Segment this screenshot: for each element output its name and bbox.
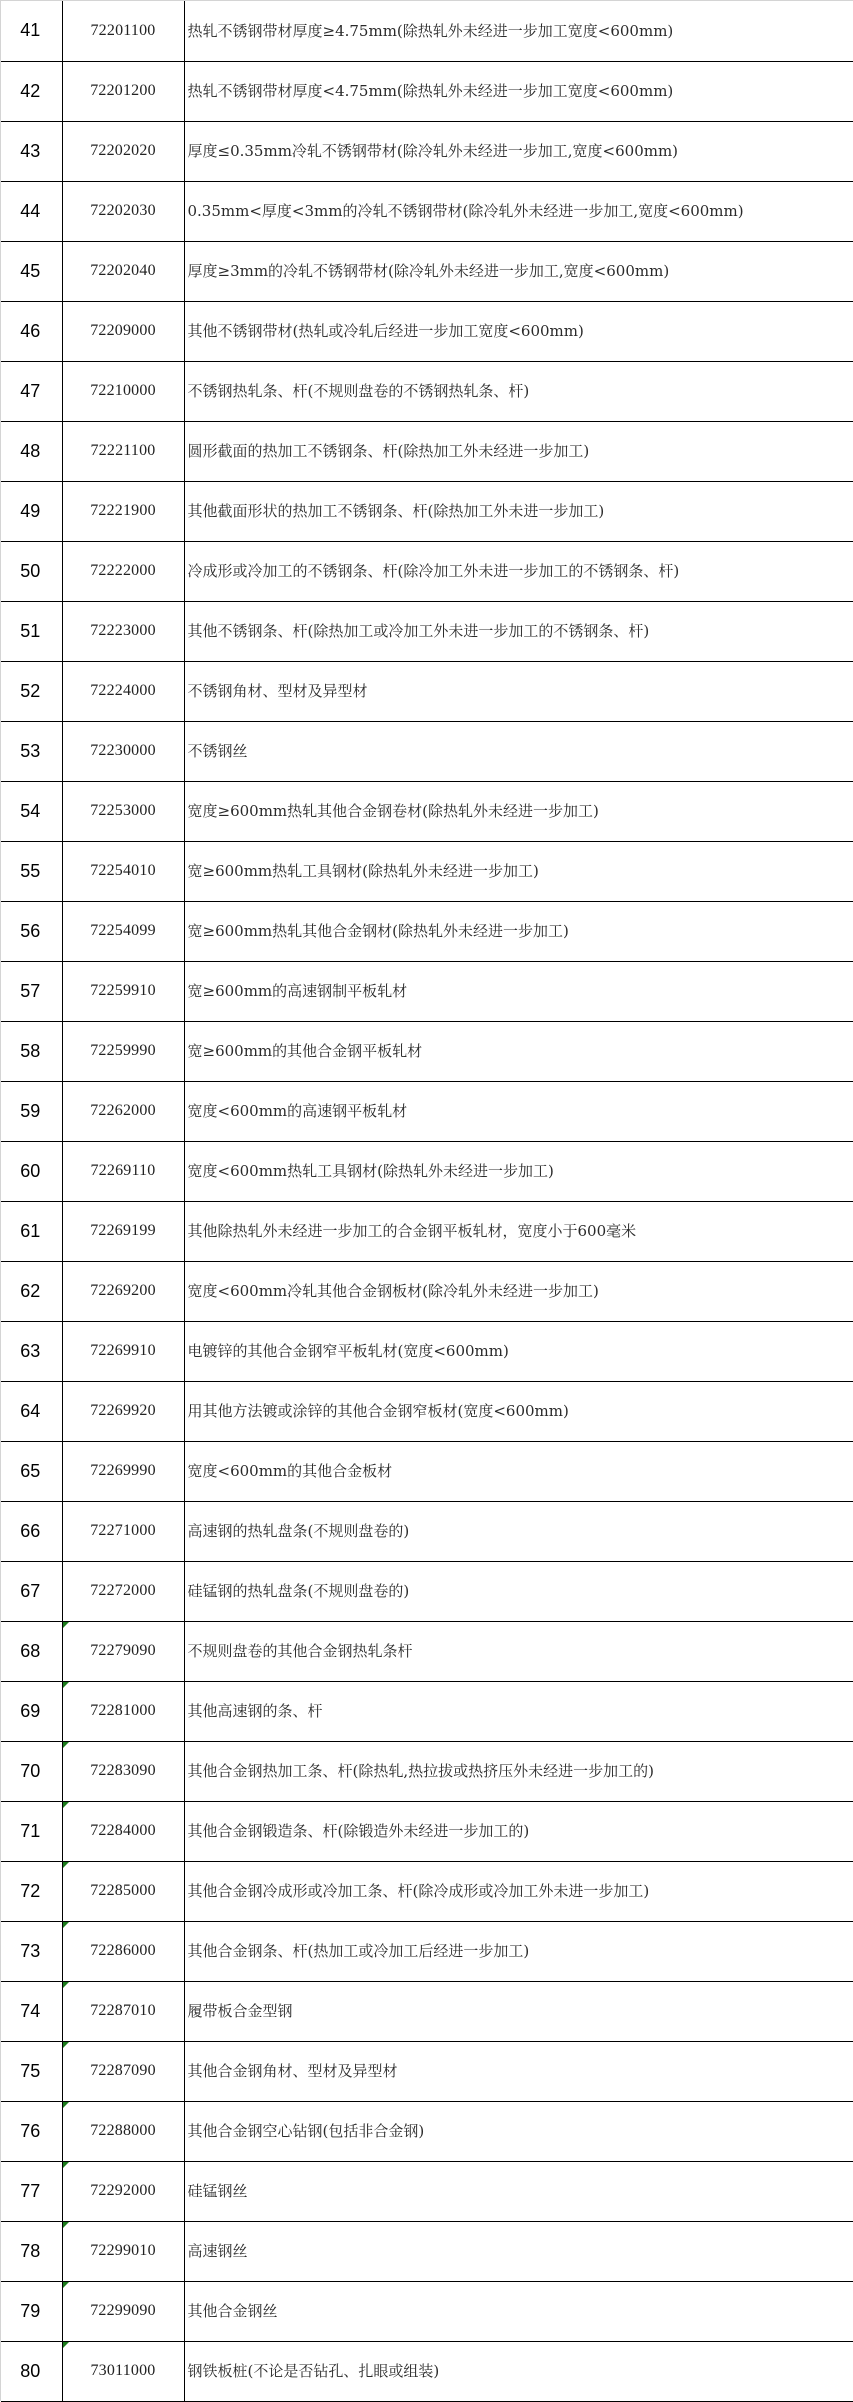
description: 不规则盘卷的其他合金钢热轧条杆 [187, 1642, 413, 1660]
description-cell[interactable] [184, 1561, 853, 1621]
error-indicator-icon [63, 2102, 69, 2108]
hs-code: 72281000 [90, 1702, 156, 1719]
row-number: 52 [20, 680, 41, 701]
table-row [1, 2041, 853, 2101]
hs-code-cell[interactable] [62, 2221, 184, 2281]
description-cell[interactable] [184, 1741, 853, 1801]
description-cell[interactable] [184, 2161, 853, 2221]
description-cell[interactable] [184, 2041, 853, 2101]
row-number: 80 [20, 2360, 41, 2381]
row-number-cell[interactable] [1, 421, 62, 481]
row-number: 57 [20, 980, 41, 1001]
row-number: 51 [20, 620, 41, 641]
table-row [1, 121, 853, 181]
description: 其他合金钢角材、型材及异型材 [187, 2062, 398, 2080]
row-number-cell[interactable] [1, 1081, 62, 1141]
hs-code-cell[interactable] [62, 481, 184, 541]
hs-code-cell[interactable] [62, 901, 184, 961]
table-row [1, 1801, 853, 1861]
table-row [1, 421, 853, 481]
row-number: 59 [20, 1100, 41, 1121]
hs-code-cell[interactable] [62, 2341, 184, 2401]
row-number: 66 [20, 1520, 41, 1541]
table-row [1, 661, 853, 721]
description-cell[interactable] [184, 1, 853, 61]
description: 宽≥600mm热轧其他合金钢材(除热轧外未经进一步加工) [187, 922, 569, 940]
row-number: 58 [20, 1040, 41, 1061]
hs-code: 72269199 [90, 1222, 156, 1239]
row-number: 73 [20, 1940, 41, 1961]
row-number: 62 [20, 1280, 41, 1301]
description: 不锈钢丝 [187, 742, 248, 760]
row-number-cell[interactable] [1, 541, 62, 601]
hs-code-cell[interactable] [62, 61, 184, 121]
hs-code-cell[interactable] [62, 1, 184, 61]
row-number-cell[interactable] [1, 2221, 62, 2281]
table-row [1, 1, 853, 61]
description: 高速钢的热轧盘条(不规则盘卷的) [187, 1522, 410, 1540]
description-cell[interactable] [184, 541, 853, 601]
hs-code: 72209000 [90, 322, 156, 339]
hs-code-cell[interactable] [62, 1921, 184, 1981]
row-number: 63 [20, 1340, 41, 1361]
table-row [1, 1441, 853, 1501]
hs-code-cell[interactable] [62, 241, 184, 301]
hs-code: 72292000 [90, 2182, 156, 2199]
description-cell[interactable] [184, 1921, 853, 1981]
description: 其他除热轧外未经进一步加工的合金钢平板轧材，宽度小于600毫米 [187, 1222, 637, 1240]
hs-code-cell[interactable] [62, 181, 184, 241]
row-number: 78 [20, 2240, 41, 2261]
hs-code-cell[interactable] [62, 1981, 184, 2041]
row-number: 70 [20, 1760, 41, 1781]
hs-code: 72271000 [90, 1522, 156, 1539]
hs-code: 72223000 [90, 622, 156, 639]
hs-code-cell[interactable] [62, 601, 184, 661]
description-cell[interactable] [184, 301, 853, 361]
hs-code: 72254010 [90, 862, 156, 879]
hs-code: 72259910 [90, 982, 156, 999]
description: 厚度≥3mm的冷轧不锈钢带材(除冷轧外未经进一步加工,宽度<600mm) [187, 262, 670, 280]
table-row [1, 1861, 853, 1921]
description-cell[interactable] [184, 901, 853, 961]
row-number-cell[interactable] [1, 61, 62, 121]
description-cell[interactable] [184, 781, 853, 841]
row-number-cell[interactable] [1, 1681, 62, 1741]
description: 不锈钢角材、型材及异型材 [187, 682, 368, 700]
row-number: 61 [20, 1220, 41, 1241]
hs-code-cell[interactable] [62, 2161, 184, 2221]
hs-code-cell[interactable] [62, 721, 184, 781]
hs-code-cell[interactable] [62, 1021, 184, 1081]
description: 硅锰钢的热轧盘条(不规则盘卷的) [187, 1582, 410, 1600]
row-number: 41 [20, 20, 41, 41]
hs-code: 72286000 [90, 1942, 156, 1959]
hs-code: 72283090 [90, 1762, 156, 1779]
row-number: 46 [20, 320, 41, 341]
hs-code-cell[interactable] [62, 121, 184, 181]
row-number-cell[interactable] [1, 1381, 62, 1441]
row-number: 55 [20, 860, 41, 881]
description: 其他高速钢的条、杆 [187, 1702, 323, 1720]
hs-code-cell[interactable] [62, 2101, 184, 2161]
hs-code: 72269910 [90, 1342, 156, 1359]
table-row [1, 901, 853, 961]
row-number-cell[interactable] [1, 301, 62, 361]
description: 硅锰钢丝 [187, 2182, 248, 2200]
description-cell[interactable] [184, 721, 853, 781]
hs-code: 72285000 [90, 1882, 156, 1899]
row-number-cell[interactable] [1, 1861, 62, 1921]
hs-code: 72279090 [90, 1642, 156, 1659]
hs-code: 72269200 [90, 1282, 156, 1299]
hs-code: 72269990 [90, 1462, 156, 1479]
row-number-cell[interactable] [1, 1981, 62, 2041]
description: 其他合金钢丝 [187, 2302, 278, 2320]
description-cell[interactable] [184, 181, 853, 241]
row-number: 43 [20, 140, 41, 161]
description-cell[interactable] [184, 1981, 853, 2041]
description: 热轧不锈钢带材厚度<4.75mm(除热轧外未经进一步加工宽度<600mm) [187, 82, 674, 100]
hs-code: 73011000 [90, 2362, 156, 2379]
table-row [1, 481, 853, 541]
description: 宽度<600mm的高速钢平板轧材 [187, 1102, 408, 1120]
row-number: 76 [20, 2120, 41, 2141]
row-number: 64 [20, 1400, 41, 1421]
hs-code: 72221900 [90, 502, 156, 519]
row-number: 56 [20, 920, 41, 941]
row-number-cell[interactable] [1, 2281, 62, 2341]
hs-code: 72288000 [90, 2122, 156, 2139]
row-number: 75 [20, 2060, 41, 2081]
description-cell[interactable] [184, 1201, 853, 1261]
description: 宽度<600mm冷轧其他合金钢板材(除冷轧外未经进一步加工) [187, 1282, 599, 1300]
description-cell[interactable] [184, 1141, 853, 1201]
description: 其他合金钢冷成形或冷加工条、杆(除冷成形或冷加工外未进一步加工) [187, 1882, 650, 1900]
description: 宽度≥600mm热轧其他合金钢卷材(除热轧外未经进一步加工) [187, 802, 599, 820]
hs-code: 72287090 [90, 2062, 156, 2079]
description-cell[interactable] [184, 1081, 853, 1141]
row-number-cell[interactable] [1, 181, 62, 241]
table-row [1, 961, 853, 1021]
hs-code-cell[interactable] [62, 781, 184, 841]
description: 其他合金钢锻造条、杆(除锻造外未经进一步加工的) [187, 1822, 530, 1840]
description: 电镀锌的其他合金钢窄平板轧材(宽度<600mm) [187, 1342, 509, 1360]
row-number-cell[interactable] [1, 1261, 62, 1321]
hs-code: 72262000 [90, 1102, 156, 1119]
row-number-cell[interactable] [1, 661, 62, 721]
description-cell[interactable] [184, 1501, 853, 1561]
error-indicator-icon [63, 1622, 69, 1628]
hs-code-cell[interactable] [62, 1441, 184, 1501]
description-cell[interactable] [184, 61, 853, 121]
description-cell[interactable] [184, 2101, 853, 2161]
commodity-code-table [1, 1, 853, 2402]
table-row [1, 2281, 853, 2341]
table-body [1, 1, 853, 2401]
hs-code-cell[interactable] [62, 2281, 184, 2341]
description: 钢铁板桩(不论是否钻孔、扎眼或组装) [187, 2362, 440, 2380]
row-number: 49 [20, 500, 41, 521]
hs-code: 72222000 [90, 562, 156, 579]
description-cell[interactable] [184, 1681, 853, 1741]
description-cell[interactable] [184, 961, 853, 1021]
table-row [1, 1621, 853, 1681]
hs-code: 72299090 [90, 2302, 156, 2319]
hs-code-cell[interactable] [62, 1381, 184, 1441]
row-number: 79 [20, 2300, 41, 2321]
description-cell[interactable] [184, 1861, 853, 1921]
table-row [1, 2161, 853, 2221]
row-number-cell[interactable] [1, 961, 62, 1021]
description: 宽度<600mm的其他合金板材 [187, 1462, 393, 1480]
description-cell[interactable] [184, 1261, 853, 1321]
hs-code: 72269920 [90, 1402, 156, 1419]
error-indicator-icon [63, 2162, 69, 2168]
row-number: 45 [20, 260, 41, 281]
table-row [1, 1321, 853, 1381]
description-cell[interactable] [184, 1021, 853, 1081]
hs-code: 72202040 [90, 262, 156, 279]
table-row [1, 721, 853, 781]
description-cell[interactable] [184, 1321, 853, 1381]
description: 其他截面形状的热加工不锈钢条、杆(除热加工外未进一步加工) [187, 502, 605, 520]
error-indicator-icon [63, 1682, 69, 1688]
description: 不锈钢热轧条、杆(不规则盘卷的不锈钢热轧条、杆) [187, 382, 530, 400]
hs-code-cell[interactable] [62, 1741, 184, 1801]
hs-code-cell[interactable] [62, 1801, 184, 1861]
hs-code: 72299010 [90, 2242, 156, 2259]
table-row [1, 541, 853, 601]
row-number-cell[interactable] [1, 1, 62, 61]
row-number: 68 [20, 1640, 41, 1661]
table-row [1, 1681, 853, 1741]
table-row [1, 781, 853, 841]
hs-code: 72230000 [90, 742, 156, 759]
description-cell[interactable] [184, 361, 853, 421]
description: 圆形截面的热加工不锈钢条、杆(除热加工外未经进一步加工) [187, 442, 590, 460]
hs-code-cell[interactable] [62, 2041, 184, 2101]
hs-code: 72272000 [90, 1582, 156, 1599]
row-number: 42 [20, 80, 41, 101]
row-number: 60 [20, 1160, 41, 1181]
hs-code: 72221100 [90, 442, 156, 459]
description-cell[interactable] [184, 481, 853, 541]
hs-code-cell[interactable] [62, 1681, 184, 1741]
error-indicator-icon [63, 2222, 69, 2228]
table-row [1, 841, 853, 901]
table-row [1, 361, 853, 421]
description: 宽度<600mm热轧工具钢材(除热轧外未经进一步加工) [187, 1162, 554, 1180]
row-number: 72 [20, 1880, 41, 1901]
hs-code-cell[interactable] [62, 421, 184, 481]
hs-code-cell[interactable] [62, 1861, 184, 1921]
row-number-cell[interactable] [1, 601, 62, 661]
description-cell[interactable] [184, 2221, 853, 2281]
row-number-cell[interactable] [1, 1141, 62, 1201]
row-number-cell[interactable] [1, 1201, 62, 1261]
table-row [1, 1921, 853, 1981]
row-number: 67 [20, 1580, 41, 1601]
row-number-cell[interactable] [1, 481, 62, 541]
error-indicator-icon [63, 1922, 69, 1928]
description-cell[interactable] [184, 1621, 853, 1681]
description: 宽≥600mm热轧工具钢材(除热轧外未经进一步加工) [187, 862, 539, 880]
row-number-cell[interactable] [1, 1561, 62, 1621]
hs-code: 72224000 [90, 682, 156, 699]
table-row [1, 301, 853, 361]
description: 用其他方法镀或涂锌的其他合金钢窄板材(宽度<600mm) [187, 1402, 569, 1420]
table-row [1, 2221, 853, 2281]
row-number-cell[interactable] [1, 1021, 62, 1081]
table-row [1, 1201, 853, 1261]
description-cell[interactable] [184, 661, 853, 721]
hs-code: 72254099 [90, 922, 156, 939]
table-row [1, 181, 853, 241]
description: 厚度≤0.35mm冷轧不锈钢带材(除冷轧外未经进一步加工,宽度<600mm) [187, 142, 679, 160]
hs-code-cell[interactable] [62, 961, 184, 1021]
table-row [1, 1081, 853, 1141]
row-number-cell[interactable] [1, 2341, 62, 2401]
hs-code-cell[interactable] [62, 541, 184, 601]
hs-code-cell[interactable] [62, 841, 184, 901]
hs-code: 72210000 [90, 382, 156, 399]
hs-code: 72202020 [90, 142, 156, 159]
hs-code: 72201200 [90, 82, 156, 99]
hs-code: 72259990 [90, 1042, 156, 1059]
table-row [1, 1741, 853, 1801]
description-cell[interactable] [184, 1801, 853, 1861]
row-number-cell[interactable] [1, 1741, 62, 1801]
table-row [1, 1141, 853, 1201]
row-number: 44 [20, 200, 41, 221]
description-cell[interactable] [184, 1441, 853, 1501]
row-number-cell[interactable] [1, 1321, 62, 1381]
row-number-cell[interactable] [1, 241, 62, 301]
description-cell[interactable] [184, 421, 853, 481]
description: 宽≥600mm的高速钢制平板轧材 [187, 982, 408, 1000]
row-number: 71 [20, 1820, 41, 1841]
hs-code-cell[interactable] [62, 1561, 184, 1621]
row-number-cell[interactable] [1, 841, 62, 901]
row-number-cell[interactable] [1, 1801, 62, 1861]
description-cell[interactable] [184, 2281, 853, 2341]
description: 冷成形或冷加工的不锈钢条、杆(除冷加工外未进一步加工的不锈钢条、杆) [187, 562, 680, 580]
hs-code-cell[interactable] [62, 1141, 184, 1201]
hs-code: 72202030 [90, 202, 156, 219]
description: 宽≥600mm的其他合金钢平板轧材 [187, 1042, 423, 1060]
hs-code-cell[interactable] [62, 1321, 184, 1381]
hs-code: 72269110 [90, 1162, 156, 1179]
table-row [1, 1981, 853, 2041]
error-indicator-icon [63, 1742, 69, 1748]
row-number: 77 [20, 2180, 41, 2201]
row-number-cell[interactable] [1, 901, 62, 961]
error-indicator-icon [63, 1982, 69, 1988]
description-cell[interactable] [184, 121, 853, 181]
row-number: 54 [20, 800, 41, 821]
row-number-cell[interactable] [1, 1621, 62, 1681]
row-number-cell[interactable] [1, 1921, 62, 1981]
hs-code-cell[interactable] [62, 661, 184, 721]
row-number: 74 [20, 2000, 41, 2021]
row-number-cell[interactable] [1, 781, 62, 841]
row-number: 48 [20, 440, 41, 461]
table-row [1, 1501, 853, 1561]
table-row [1, 1021, 853, 1081]
error-indicator-icon [63, 2342, 69, 2348]
hs-code-cell[interactable] [62, 1081, 184, 1141]
row-number-cell[interactable] [1, 721, 62, 781]
row-number-cell[interactable] [1, 2101, 62, 2161]
row-number-cell[interactable] [1, 2161, 62, 2221]
description: 其他不锈钢条、杆(除热加工或冷加工外未进一步加工的不锈钢条、杆) [187, 622, 650, 640]
description: 高速钢丝 [187, 2242, 248, 2260]
hs-code: 72284000 [90, 1822, 156, 1839]
hs-code: 72201100 [90, 21, 156, 39]
hs-code: 72253000 [90, 802, 156, 819]
row-number-cell[interactable] [1, 1501, 62, 1561]
error-indicator-icon [63, 2042, 69, 2048]
description-cell[interactable] [184, 2341, 853, 2401]
error-indicator-icon [63, 1802, 69, 1808]
row-number: 47 [20, 380, 41, 401]
row-number-cell[interactable] [1, 361, 62, 421]
description: 其他不锈钢带材(热轧或冷轧后经进一步加工宽度<600mm) [187, 322, 584, 340]
description-cell[interactable] [184, 601, 853, 661]
row-number-cell[interactable] [1, 1441, 62, 1501]
table-row [1, 2101, 853, 2161]
table-row [1, 241, 853, 301]
description-cell[interactable] [184, 841, 853, 901]
description-cell[interactable] [184, 241, 853, 301]
description: 其他合金钢热加工条、杆(除热轧,热拉拔或热挤压外未经进一步加工的) [187, 1762, 654, 1780]
error-indicator-icon [63, 2282, 69, 2288]
row-number: 50 [20, 560, 41, 581]
hs-code-cell[interactable] [62, 1501, 184, 1561]
table-row [1, 1261, 853, 1321]
description: 热轧不锈钢带材厚度≥4.75mm(除热轧外未经进一步加工宽度<600mm) [187, 21, 674, 40]
table-row [1, 1561, 853, 1621]
error-indicator-icon [63, 1862, 69, 1868]
table-row [1, 61, 853, 121]
description: 其他合金钢条、杆(热加工或冷加工后经进一步加工) [187, 1942, 530, 1960]
row-number: 69 [20, 1700, 41, 1721]
description: 履带板合金型钢 [187, 2002, 293, 2020]
hs-code-cell[interactable] [62, 361, 184, 421]
description-cell[interactable] [184, 1381, 853, 1441]
description: 0.35mm<厚度<3mm的冷轧不锈钢带材(除冷轧外未经进一步加工,宽度<600mm) [187, 202, 744, 220]
hs-code-cell[interactable] [62, 1261, 184, 1321]
hs-code-cell[interactable] [62, 1621, 184, 1681]
table-row [1, 601, 853, 661]
row-number: 53 [20, 740, 41, 761]
hs-code: 72287010 [90, 2002, 156, 2019]
row-number-cell[interactable] [1, 121, 62, 181]
row-number: 65 [20, 1460, 41, 1481]
table-row [1, 2341, 853, 2401]
hs-code-cell[interactable] [62, 301, 184, 361]
table-row [1, 1381, 853, 1441]
row-number-cell[interactable] [1, 2041, 62, 2101]
description: 其他合金钢空心钻钢(包括非合金钢) [187, 2122, 425, 2140]
hs-code-cell[interactable] [62, 1201, 184, 1261]
